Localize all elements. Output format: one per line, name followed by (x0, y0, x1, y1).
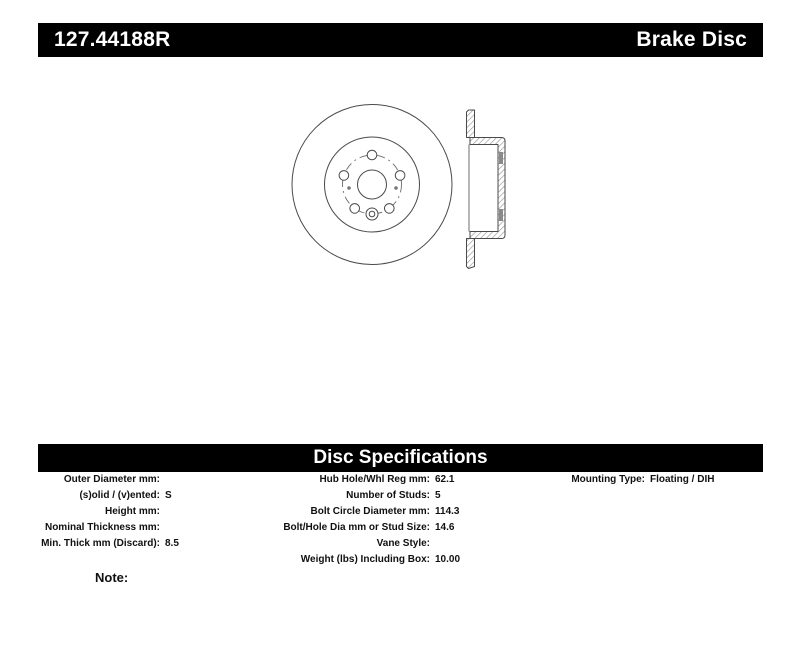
spec-row (38, 520, 275, 536)
spec-value: 10.00 (435, 554, 461, 565)
spec-value (160, 472, 275, 488)
stud-hole (339, 171, 349, 181)
spec-row (280, 536, 545, 552)
braking-band-top-section (467, 110, 475, 138)
spec-section-bar (38, 444, 763, 472)
locating-hole (394, 186, 398, 190)
spec-section-title: Disc Specifications (313, 447, 488, 468)
spec-row (280, 552, 545, 568)
spec-value: S (165, 490, 172, 501)
spec-row (280, 488, 545, 504)
spec-label: Outer Diameter mm: (63, 474, 160, 485)
spec-label: Number of Studs: (346, 490, 430, 501)
spec-row (280, 520, 545, 536)
spec-value: 14.6 (435, 522, 455, 533)
spec-row (38, 536, 275, 552)
spec-value: 8.5 (165, 538, 179, 549)
spec-value (160, 520, 275, 536)
stud-hole (385, 204, 395, 214)
product-type-title: Brake Disc (636, 28, 747, 51)
spec-label: Bolt/Hole Dia mm or Stud Size: (283, 522, 430, 533)
disc-side-view (467, 110, 506, 269)
spec-label: Bolt Circle Diameter mm: (310, 506, 430, 517)
braking-band-bottom-section (467, 239, 475, 269)
stud-hole (395, 171, 405, 181)
part-number: 127.44188R (54, 28, 171, 51)
screw-hole (366, 208, 378, 220)
spec-row (540, 472, 760, 488)
spec-row (38, 472, 275, 488)
spec-row (280, 504, 545, 520)
stud-hole (367, 150, 377, 160)
spec-label: Hub Hole/Whl Reg mm: (319, 474, 430, 485)
spec-row (38, 504, 275, 520)
spec-value: 114.3 (435, 506, 460, 517)
spec-value: 62.1 (435, 474, 455, 485)
stud-hole (350, 204, 360, 214)
disc-outer-edge (292, 105, 452, 265)
spec-value: Floating / DIH (650, 474, 715, 485)
locating-hole (347, 186, 351, 190)
hat-hole-mark (499, 209, 503, 221)
hat-hole-mark (499, 152, 503, 164)
note-label: Note: (95, 570, 129, 585)
spec-label: (s)olid / (v)ented: (79, 490, 160, 501)
spec-label: Mounting Type: (571, 474, 645, 485)
spec-label: Weight (lbs) Including Box: (300, 554, 430, 565)
spec-value (160, 504, 275, 520)
spec-column-left (38, 472, 275, 552)
spec-label: Nominal Thickness mm: (44, 522, 160, 533)
spec-label: Vane Style: (376, 538, 430, 549)
spec-value (430, 536, 545, 552)
spec-column-middle (280, 472, 545, 568)
spec-label: Height mm: (105, 506, 160, 517)
center-bore (358, 170, 387, 199)
spec-value: 5 (435, 490, 441, 501)
spec-label: Min. Thick mm (Discard): (41, 538, 160, 549)
spec-row (38, 488, 275, 504)
spec-row (280, 472, 545, 488)
disc-front-view (292, 105, 452, 265)
spec-column-right (540, 472, 760, 488)
